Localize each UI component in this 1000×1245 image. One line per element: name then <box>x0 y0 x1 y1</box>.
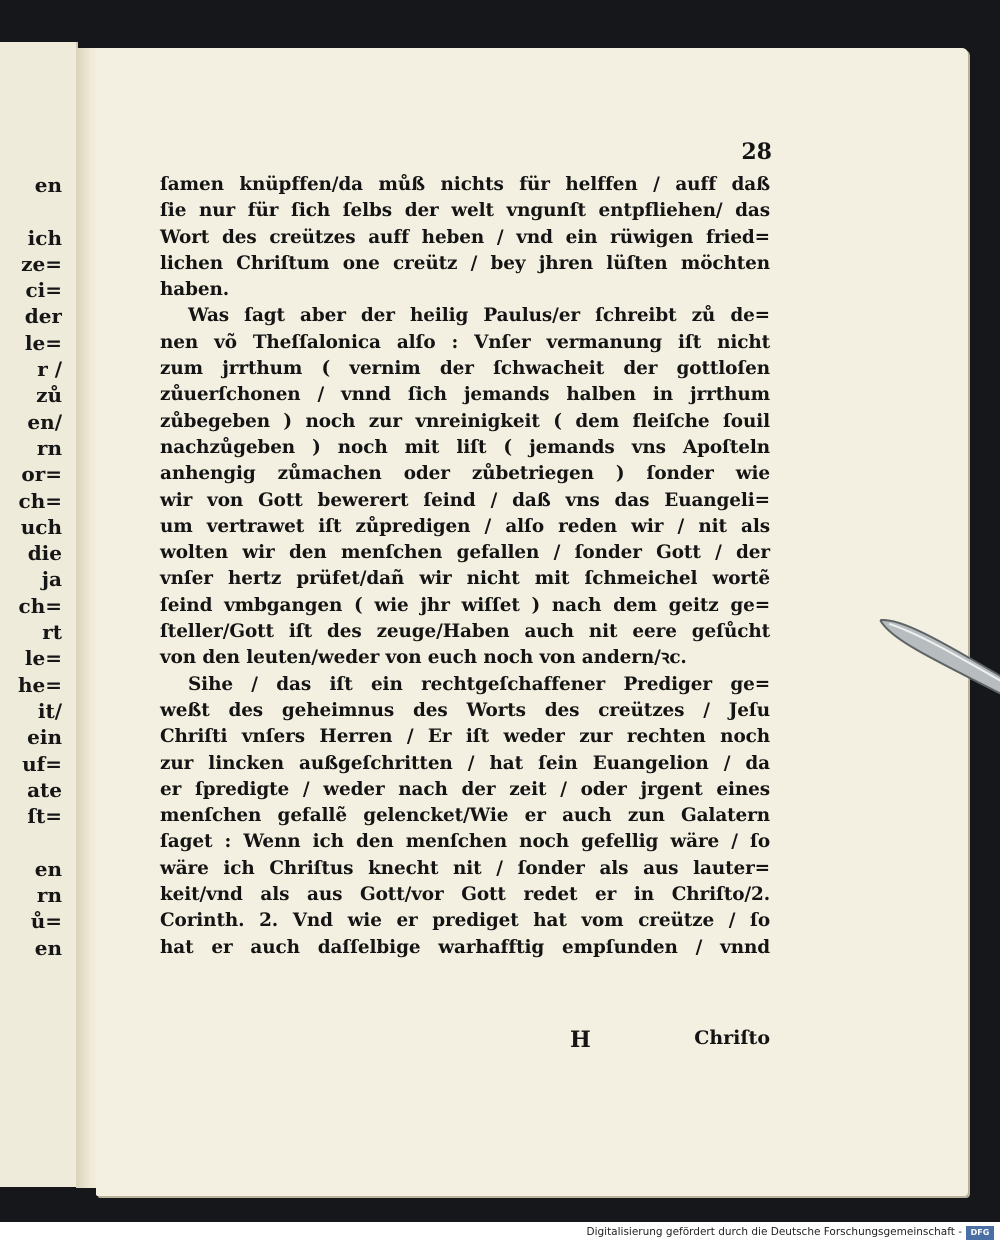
left-page-fragment: rt <box>42 620 62 645</box>
left-page-fragment <box>0 829 62 855</box>
left-page-fragment: he= <box>17 672 62 697</box>
text-line: zur lincken außgeſchritten / hat ſein Euangelion / da <box>160 752 770 774</box>
text-line: er ſpredigte / weder nach der zeit / oder jrgent eines <box>160 778 770 800</box>
text-line: Corinth. 2. Vnd wie er prediget hat vom creütze / ſo <box>160 910 770 932</box>
left-page-fragment: zů <box>36 383 62 408</box>
text-line: Was ſagt aber der heilig Paulus/er ſchreibt zů de= <box>188 305 770 327</box>
text-line: anhengig zůmachen oder zůbetriegen ) ſonder wie <box>160 463 770 485</box>
text-line: ſaget : Wenn ich den menſchen noch gefellig wäre / ſo <box>160 831 770 853</box>
left-page-fragment: ate <box>27 777 62 802</box>
text-line: ſie nur für ſich ſelbs der welt vngunſt entpfliehen/ das <box>160 200 770 222</box>
text-line: ſeind vmbgangen ( wie jhr wiſſet ) nach dem geitz ge= <box>160 594 770 616</box>
text-line: Chriſti vnſers Herren / Er iſt weder zur rechten noch <box>160 726 770 748</box>
signature-mark: H <box>570 1027 591 1053</box>
left-page-fragment: it/ <box>37 698 62 723</box>
left-page-fragment: ja <box>41 567 62 592</box>
left-page-fragment: ze= <box>21 251 62 276</box>
left-page-fragment: ch= <box>18 488 62 513</box>
text-line: menſchen gefallẽ gelencket/Wie er auch zun Galatern <box>160 805 770 827</box>
text-line: keit/vnd als aus Gott/vor Gott redet er in Chriſto/2. <box>160 884 770 906</box>
catchword: Chriſto <box>694 1027 770 1049</box>
left-page-fragment: der <box>24 304 62 329</box>
footer-bar <box>0 1222 1000 1245</box>
left-page-fragment: le= <box>24 330 62 355</box>
dfg-logo: DFG <box>966 1226 994 1240</box>
text-line: Wort des creützes auff heben / vnd ein rüwigen fried= <box>160 226 770 248</box>
left-page-fragment: uf= <box>22 751 62 776</box>
text-line: ſteller/Gott iſt des zeuge/Haben auch nit eere geſůcht <box>160 621 770 643</box>
text-line: lichen Chriſtum one creütz / bey jhren lüſten möchten <box>160 252 770 274</box>
left-page-fragment: uch <box>20 514 62 539</box>
left-page-fragment: en/ <box>27 409 62 434</box>
left-page-fragment: ů= <box>30 909 62 934</box>
left-page-fragment: en <box>34 856 62 881</box>
text-line: zůbegeben ) noch zur vnreinigkeit ( dem fleiſche ſouil <box>160 410 770 432</box>
text-line: um vertrawet iſt zůpredigen / alſo reden wir / nit als <box>160 515 770 537</box>
left-page-fragment: ein <box>27 725 62 750</box>
left-page-text-fragments <box>0 172 62 961</box>
text-line: hat er auch daſſelbige warhafftig empſunden / vnnd <box>160 936 770 958</box>
left-page-fragment: ch= <box>18 593 62 618</box>
text-line: ſamen knüpffen/da můß nichts für helffen / auff daß <box>160 174 770 195</box>
funding-credit: Digitalisierung gefördert durch die Deutsche Forschungsgemeinschaft - <box>586 1226 962 1238</box>
left-page-fragment: en <box>34 173 62 197</box>
left-page <box>0 42 78 1187</box>
page-body-text <box>160 172 770 961</box>
text-line: nen võ Theſſalonica alſo : Vnſer vermanung iſt nicht <box>160 331 770 353</box>
left-page-fragment: die <box>27 541 62 566</box>
text-line: weßt des geheimnus des Worts des creützes / Jeſu <box>160 699 770 721</box>
text-line: nachzůgeben ) noch mit liſt ( jemands vns Apoſteln <box>160 436 770 458</box>
text-line: wäre ich Chriſtus knecht nit / ſonder als aus lauter= <box>160 857 770 879</box>
text-line: von den leuten/weder von euch noch von andern/ꝛc. <box>160 647 687 669</box>
text-line: wir von Gott bewerert ſeind / daß vns das Euangeli= <box>160 489 770 511</box>
left-page-fragment: rn <box>36 435 62 460</box>
text-line: zum jrrthum ( vernim der ſchwacheit der gottloſen <box>160 358 770 380</box>
left-page-fragment <box>0 198 62 224</box>
left-page-fragment: ci= <box>25 278 62 303</box>
left-page-fragment: en <box>34 935 62 960</box>
left-page-fragment: ich <box>27 225 62 250</box>
page-footer-row <box>570 1027 770 1057</box>
left-page-fragment: le= <box>24 646 62 671</box>
left-page-fragment: ſt= <box>27 804 62 829</box>
text-line: Sihe / das iſt ein rechtgeſchaffener Prediger ge= <box>188 673 770 695</box>
text-line: wolten wir den menſchen gefallen / ſonder Gott / der <box>160 542 770 564</box>
left-page-fragment: r / <box>37 357 62 382</box>
text-line: zůuerſchonen / vnnd ſich jemands halben in jrrthum <box>160 384 770 406</box>
text-line: haben. <box>160 279 230 301</box>
page-number: 28 <box>741 139 772 165</box>
left-page-fragment: or= <box>21 462 62 487</box>
text-line: vnſer hertz prüfet/dañ wir nicht mit ſchmeichel wortẽ <box>160 568 770 590</box>
left-page-fragment: rn <box>36 883 62 908</box>
